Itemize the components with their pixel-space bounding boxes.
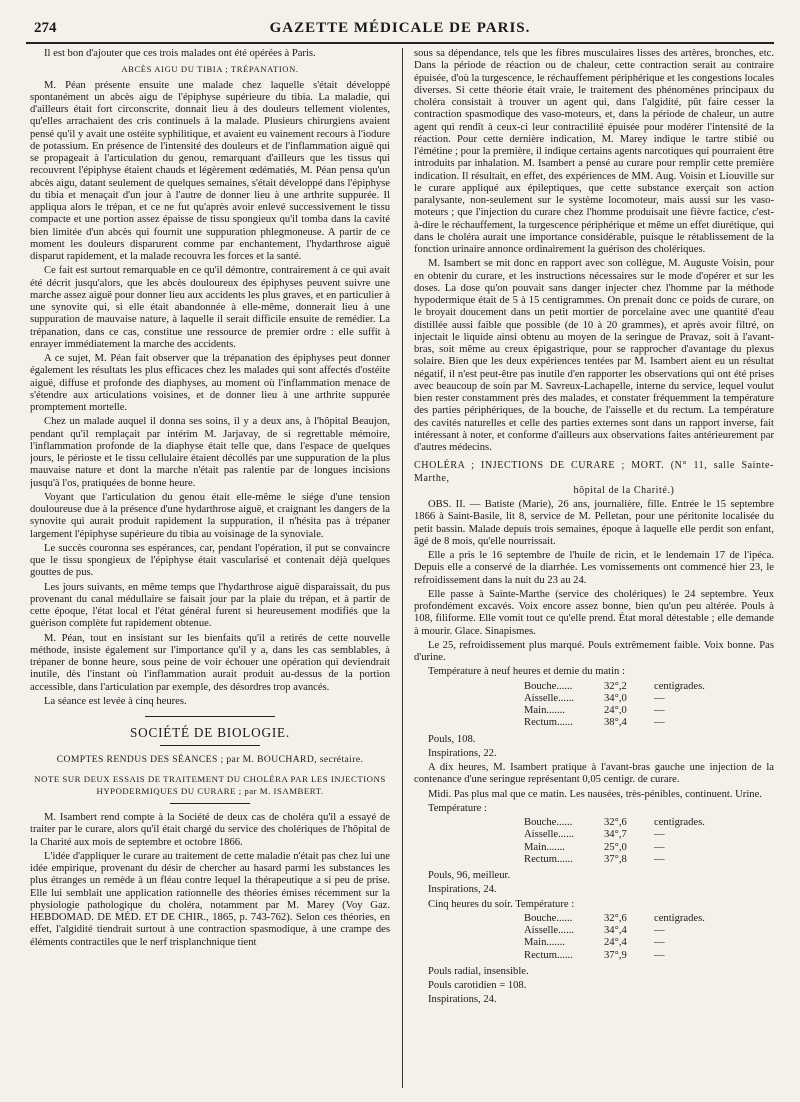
temp-unit: — [654, 937, 665, 949]
case-heading-line-1: CHOLÉRA ; INJECTIONS DE CURARE ; MORT. (N° 11, salle Sainte-Marthe, [414, 460, 774, 484]
respiration-line: Inspirations, 22. [428, 747, 497, 759]
site-label: Aisselle...... [524, 925, 575, 936]
temp-unit: centigrades. [654, 817, 705, 828]
case-heading-line-2: hôpital de la Charité.) [573, 484, 675, 496]
table-row [524, 681, 774, 693]
section-heading: ABCÈS AIGU DU TIBIA ; TRÉPANATION. [121, 64, 299, 75]
table-row [524, 925, 774, 937]
temp-value: 37°,9 [604, 949, 627, 961]
temp-unit: centigrades. [654, 680, 705, 692]
table-row [524, 842, 774, 854]
site-label: Main....... [524, 705, 565, 716]
temp-unit: — [654, 949, 665, 961]
temperature-table-2 [524, 817, 774, 866]
table-row [524, 705, 774, 717]
right-column [414, 48, 774, 1090]
separator-rule [145, 716, 275, 717]
site-label: Aisselle...... [524, 829, 575, 841]
paragraph: M. Péan présente ensuite une malade chez laquelle s'était développé spontanément un abcès aigu de l'épiphyse supérieure du tibia. La maladie, qui d'ailleurs était fort circonscrite, donnait lieu à des douleurs tellement violentes, qu'elles arrachaient des cris continuels à la malade. Plusieurs chirurgiens avaient pensé qu'il y avait une ostéite syphilitique, et avaient eu vainement recours à l'iodure de potassium. En présence de l'intensité des douleurs et de l'inflammation aiguë qui se propageait à l'articulation du genou, remarquant d'ailleurs que les tissus qui recouvrent l'épiphyse étaient chauds et légèrement œdématiés, M. Péan pensa qu'un abcès aigu, datant seulement de quelques semaines, s'était développé dans l'épiphyse du tibia et menaçait d'un jour à l'autre de donner lieu à une arthrite suppurée. Il appliqua alors le trépan, et ce ne fut qu'après avoir enlevé successivement le tissu compacte et une portion assez épaisse de tissu spongieux qu'il tomba dans la cavité bien limitée d'un abcès qui fournit une suppuration phlegmoneuse. A partir de ce moment les douleurs disparurent comme par enchantement, l'hydarthrose aiguë disparut rapidement, et la malade recouvra les forces et la santé. [30, 79, 390, 262]
paragraph: Voyant que l'articulation du genou était elle-même le siége d'une tension douloureuse due à la présence d'une hydarthrose aiguë, et craignant les dangers de la synovite qui aurait produit rapidement la suppuration, il n'hésita pas à trépaner largement l'épiphyse supérieure du tibia au voisinage de la synoviale. [30, 491, 390, 540]
respiration-line: Inspirations, 24. [428, 994, 497, 1006]
paragraph: Ce fait est surtout remarquable en ce qu'il démontre, contrairement à ce qui avait été décrit jusqu'alors, que les abcès douloureux des épiphyses peuvent suivre une marche assez aiguë pour donner lieu aux accidents les plus graves, et en particulier à une synovite qui, si elle était abandonnée à elle-même, donnerait lieu à une suppuration de mauvaise nature, à laquelle il serait difficile ensuite de remédier. La trépanation, dans ce cas, constitue une ressource de premier ordre : elle suffit à enrayer immédiatement la marche des accidents. [30, 265, 390, 350]
temp-unit: — [654, 925, 665, 936]
temp-value: 32°,2 [604, 680, 627, 692]
pulse-line: Pouls carotidien = 108. [428, 980, 527, 991]
table-row [524, 717, 774, 729]
table-intro: Température : [428, 802, 487, 814]
temp-value: 32°,6 [604, 817, 627, 828]
table-row [524, 937, 774, 949]
site-label: Main....... [524, 841, 565, 853]
paragraph: A dix heures, M. Isambert pratique à l'avant-bras gauche une injection de la contenance d'une seringue représentant 0,05 centigr. de curare. [414, 762, 774, 786]
column-divider [402, 48, 403, 1088]
temp-unit: — [654, 717, 665, 729]
table-row [524, 854, 774, 866]
page-header [26, 14, 774, 42]
note-rule [170, 803, 250, 804]
temp-unit: — [654, 705, 665, 716]
site-label: Bouche...... [524, 680, 573, 692]
table-row [524, 817, 774, 829]
paragraph: M. Isambert rend compte à la Société de deux cas de choléra qu'il a essayé de traiter par le curare, alors qu'il était chargé du service des cholériques de l'hôpital de la Charité aux mois de septembre et octobre 1866. [30, 812, 390, 848]
temp-value: 34°,0 [604, 692, 627, 704]
temp-unit: — [654, 829, 665, 841]
temp-value: 25°,0 [604, 841, 627, 853]
paragraph: Le succès couronna ses espérances, car, pendant l'opération, il put se convaincre que le tissu spongieux de l'épiphyse était vascularisé et contenait déjà quelques gouttes de pus. [30, 542, 390, 579]
temperature-table-1 [524, 681, 774, 730]
temp-value: 38°,4 [604, 717, 627, 729]
paragraph: A ce sujet, M. Péan fait observer que la trépanation des épiphyses peut donner également les résultats les plus efficaces chez les malades qui sont affectés d'ostéite aiguë, diffuse et profonde des diaphyses, au moment où l'inflammation menace de s'étendre aux articulations voisines, et de donner lieu à une arthrite suppurée promptement mortelle. [30, 353, 390, 413]
temp-unit: centigrades. [654, 912, 705, 924]
table-row [524, 693, 774, 705]
title-rule [160, 745, 260, 746]
site-label: Rectum...... [524, 717, 573, 729]
site-label: Main....... [524, 937, 565, 949]
paragraph: Le 25, refroidissement plus marqué. Pouls extrêmement faible. Voix bonne. Pas d'urine. [414, 639, 774, 663]
paragraph: M. Péan, tout en insistant sur les bienfaits qu'il a retirés de cette nouvelle méthode, insiste également sur l'importance qu'il y a, dans les cas semblables, à trépaner de bonne heure, sous peine de voir échouer une opération qui deviendrait inutile, dès l'instant où l'inflammation aurait produit au-dessus de la portion accessible, dans l'articulation par exemple, des désordres trop avancés. [30, 632, 390, 693]
paragraph: Midi. Pas plus mal que ce matin. Les nausées, très-pénibles, continuent. Urine. [428, 788, 762, 800]
paragraph: Les jours suivants, en même temps que l'hydarthrose aiguë disparaissait, du pus provenant du canal médullaire se faisait jour par la plaie du trépan, et à partir de cette époque, l'état local et l'état général furent si heureusement modifiés que la guérison complète fut rapidement obtenue. [30, 581, 390, 630]
table-intro: Température à neuf heures et demie du matin : [428, 666, 625, 678]
temp-value: 34°,7 [604, 829, 627, 841]
note-title: NOTE SUR DEUX ESSAIS DE TRAITEMENT DU CHOLÉRA PAR LES INJECTIONS HYPODERMIQUES DU CURARE ; par M. ISAMBERT. [34, 773, 386, 796]
paragraph: Chez un malade auquel il donna ses soins, il y a deux ans, à l'hôpital Beaujon, pendant qu'il remplaçait par intérim M. Jarjavay, de si regrettable mémoire, l'inflammation profonde de la diaphyse était telle que, dans l'espace de quelques jours, le périoste et le tissu cellulaire étaient décollés par une suppuration de la plus mauvaise nature et dont la marche n'était pas ralentie par de longues incisions jusqu'à l'os, pratiquées de bonne heure. [30, 416, 390, 489]
comptes-rendus-heading: COMPTES RENDUS DES SÉANCES ; par M. BOUCHARD, secrétaire. [56, 754, 364, 766]
temp-unit: — [654, 853, 665, 865]
temp-value: 24°,0 [604, 705, 627, 716]
paragraph: La séance est levée à cinq heures. [44, 695, 187, 707]
temperature-table-3 [524, 913, 774, 962]
paragraph: Elle passe à Sainte-Marthe (service des cholériques) le 24 septembre. Yeux profondément excavés. Voix encore assez bonne, bien qu'un peu altérée. Pouls à 108, filiforme. Elle vomit tout ce qu'elle prend. État moral détestable ; elle demande à mourir. Glace. Sinapismes. [414, 588, 774, 637]
table-row [524, 913, 774, 925]
header-rule [26, 42, 774, 44]
paragraph: L'idée d'appliquer le curare au traitement de cette maladie n'était pas chez lui une idée empirique, provenant du désir de chercher au hasard parmi les substances les plus étranges un remède à un fléau contre lequel la thérapeutique a si peu de prise. Elle lui semblait une application rationnelle des théories émises récemment sur la physiologie pathologique du choléra, notamment par M. Marey (Voy Gaz. HEBDOMAD. DE MÉD. ET DE CHIR., 1865, p. 743-762). Selon ces théories, en effet, l'algidité tiendrait surtout à une contraction spasmodique, à une crampe des éléments contractiles que le nerf trisplanchnique tient [30, 850, 390, 948]
paragraph: sous sa dépendance, tels que les fibres musculaires lisses des artères, bronches, etc. Dans la période de réaction ou de chaleur, cette contraction serait au contraire épuisée, d'où la turgescence, le réchauffement périphérique et les congestions locales diverses. Si cette théorie était vraie, le traitement des phénomènes principaux du choléra consistait à trouver un agent qui, dans l'algidité, pût faire cesser la contraction spasmodique des vaso-moteurs, et, dans la période de chaleur, un autre agent qui rendît à ceux-ci leur contractilité épuisée pour modérer l'intensité de la réaction. Pour cette dernière indication, M. Marey indique le tartre stibié ou l'émétine ; pour la première, il indique certains agents narcotiques qui pourraient être introduits par inhalation. M. Isambert a pensé au curare pour remplir cette première indication. Il résultait, en effet, des expériences de MM. Aug. Voisin et Liouville sur le curare appliqué aux épileptiques, que cette substance exerçait son action paralysante, non-seulement sur le système locomoteur, mais aussi sur les vaso-moteurs ; que l'injection du curare chez l'homme produisait une fièvre factice, c'est-à-dire le réchauffement, la turgescence périphérique et même un effet diurétique, qui dans le choléra aurait une importance considérable, puisque le rétablissement de la fonction urinaire annonce ordinairement la guérison des cholériques. [414, 48, 774, 255]
paragraph: OBS. II. — Batiste (Marie), 26 ans, journalière, fille. Entrée le 15 septembre 1866 à Saint-Basile, lit 8, service de M. Pelletan, pour une péritonite localisée du petit bassin. Malade depuis trois semaines, époque à laquelle elle perdit son enfant, âgé de 8 mois, qu'elle nourrissait. [414, 499, 774, 547]
site-label: Bouche...... [524, 912, 573, 924]
case-heading [414, 460, 774, 497]
table-row [524, 950, 774, 962]
paragraph: M. Isambert se mit donc en rapport avec son collègue, M. Auguste Voisin, pour en obtenir du curare, et les instructions nécessaires sur le mode d'opérer et sur les doses. La dose qu'on pouvait sans danger injecter chez l'homme par la méthode hypodermique était de 5 à 15 centigrammes. On prenait donc ce poids de curare, on le broyait doucement dans un petit mortier de porcelaine avec une quantité d'eau distillée aussi faible que possible (de 10 à 20 grammes), et après avoir filtré, on injectait le liquide ainsi obtenu au moyen de la seringue de Pravaz, soit à l'avant-bras, soit même au creux épigastrique, pour se rapprocher d'avantage du plexus solaire. Bien que les deux expériences tentées par M. Isambert aient eu un résultat négatif, il n'est peut-être pas inutile d'en rapporter les observations qui ont été prises avec beaucoup de soin par M. Savreux-Lachapelle, interne du service, lequel voulut bien rester constamment près des malades, et constater fréquemment la température des parties périphériques, de la bouche, de l'aisselle et du rectum. La température des cavités naturelles et celle des parties externes sont dans un rapport inverse, fait intéressant à noter, et conforme d'ailleurs aux observations faites antérieurement par d'autres médecins. [414, 258, 774, 453]
site-label: Aisselle...... [524, 692, 575, 704]
temp-value: 24°,4 [604, 937, 627, 949]
page-number: 274 [34, 20, 57, 36]
running-title: GAZETTE MÉDICALE DE PARIS. [269, 20, 531, 36]
temp-value: 34°,4 [604, 925, 627, 936]
pulse-line: Pouls, 108. [428, 733, 476, 745]
site-label: Rectum...... [524, 949, 573, 961]
site-label: Bouche...... [524, 817, 573, 828]
society-title: SOCIÉTÉ DE BIOLOGIE. [130, 725, 290, 740]
site-label: Rectum...... [524, 853, 573, 865]
paragraph: Il est bon d'ajouter que ces trois malades ont été opérées à Paris. [44, 48, 316, 59]
left-column [30, 48, 390, 1090]
pulse-line: Pouls, 96, meilleur. [428, 870, 511, 881]
temp-unit: — [654, 692, 665, 704]
respiration-line: Inspirations, 24. [428, 884, 497, 896]
temp-value: 32°,6 [604, 912, 627, 924]
table-intro: Cinq heures du soir. Température : [428, 898, 575, 910]
paragraph: Elle a pris le 16 septembre de l'huile de ricin, et le lendemain 17 de l'ipéca. Depuis elle a conservé de la diarrhée. Les vomissements ont commencé hier 23, le refroidissement dans la nuit du 23 au 24. [414, 550, 774, 586]
temp-value: 37°,8 [604, 853, 627, 865]
table-row [524, 829, 774, 841]
pulse-line: Pouls radial, insensible. [428, 965, 529, 977]
temp-unit: — [654, 841, 665, 853]
